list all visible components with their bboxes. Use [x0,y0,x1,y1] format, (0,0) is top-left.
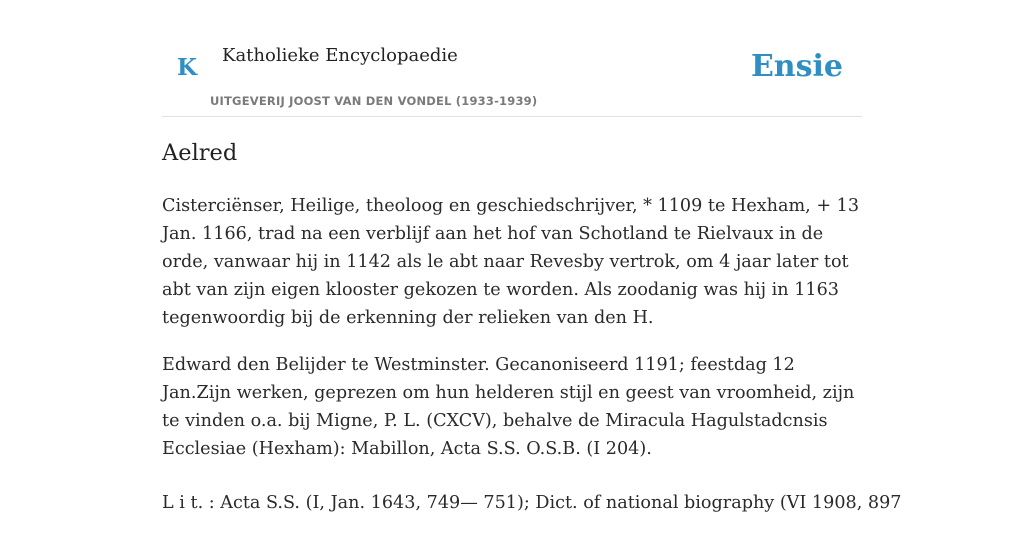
entry-paragraph-2: Edward den Belijder te Westminster. Gecanoniseerd 1191; feestdag 12 Jan.Zijn werken, geprezen om hun helderen stijl en geest van vroomheid, zijn te vinden o.a. bij Migne, P. L. (CXCV), behalve de Miracula Hagulstadcnsis Ecclesiae (Hexham): Mabillon, Acta S.S. O.S.B. (I 204). [162,355,855,459]
entry-paragraph-1: Cisterciënser, Heilige, theoloog en geschiedschrijver, * 1109 te Hexham, + 13 Jan. 1166, trad na een verblijf aan het hof van Schotland te Rielvaux in de orde, vanwaar hij in 1142 als le abt naar Revesby vertrok, om 4 jaar later tot abt van zijn eigen klooster gekozen te worden. Als zoodanig was hij in 1163 tegenwoordig bij de erkenning der relieken van den H. [162,196,860,328]
entry-title: Aelred [162,140,238,166]
ensie-brand-link[interactable]: Ensie [750,49,843,84]
literature-reference: L i t. : Acta S.S. (I, Jan. 1643, 749— 751); Dict. of national biography (VI 1908, 897 [162,493,902,513]
page [162,0,902,513]
book-title[interactable]: Katholieke Encyclopaedie [222,45,458,66]
publisher-subtitle: UITGEVERIJ JOOST VAN DEN VONDEL (1933-1939) [210,94,538,108]
encyclopedia-logo[interactable]: K [177,54,197,81]
entry-body [162,192,902,536]
site-header [162,0,862,117]
